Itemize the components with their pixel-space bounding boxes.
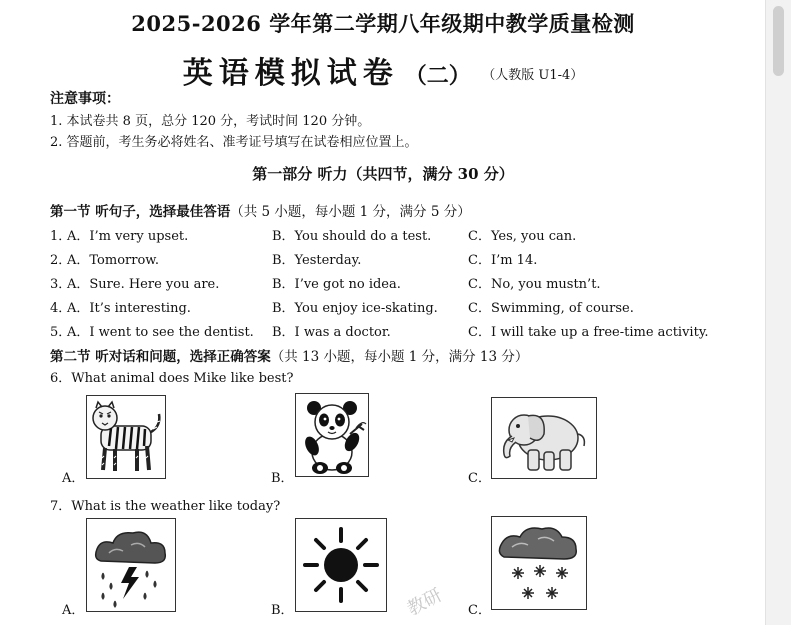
option-a: A．It’s interesting. — [67, 301, 191, 316]
q7-label-a: A． — [62, 603, 85, 618]
section2-title: 第二节 听对话和问题，选择正确答案 — [50, 349, 271, 365]
section2-heading — [50, 345, 528, 365]
question-number: 3． — [50, 277, 72, 292]
elephant-icon — [491, 397, 597, 479]
option-b: B．I’ve got no idea. — [272, 277, 401, 292]
scrollbar-thumb[interactable] — [773, 6, 784, 76]
question-number: 4． — [50, 301, 72, 316]
q7-label-b: B． — [271, 603, 294, 618]
question-row-3 — [50, 273, 750, 293]
option-c: C．I’m 14. — [468, 253, 538, 268]
question-7-text: 7．What is the weather like today? — [50, 499, 281, 514]
section1-title: 第一节 听句子，选择最佳答语 — [50, 204, 231, 220]
question-row-4 — [50, 297, 750, 317]
snow-icon — [491, 516, 587, 610]
option-a: A．I’m very upset. — [67, 229, 189, 244]
question-row-1 — [50, 225, 750, 245]
option-b: B．You enjoy ice-skating. — [272, 301, 438, 316]
option-a: A．Sure. Here you are. — [67, 277, 220, 292]
option-c: C．Swimming, of course. — [468, 301, 634, 316]
sun-icon — [295, 518, 387, 612]
question-number: 1． — [50, 229, 72, 244]
paper-title: 英语模拟试卷 — [182, 56, 399, 91]
paper-title-row — [0, 48, 766, 92]
question-row-5 — [50, 321, 750, 341]
notes-heading: 注意事项： — [50, 91, 120, 107]
paper-edition: （人教版 U1-4） — [488, 68, 584, 83]
section2-rule: （共 13 小题，每小题 1 分，满分 13 分） — [270, 349, 529, 365]
option-c: C．Yes, you can. — [468, 229, 577, 244]
note-item-1: 1. 本试卷共 8 页，总分 120 分，考试时间 120 分钟。 — [50, 114, 371, 129]
option-b: B．You should do a test. — [272, 229, 432, 244]
section1-rule: （共 5 小题，每小题 1 分，满分 5 分） — [230, 204, 471, 220]
vertical-scrollbar[interactable] — [765, 0, 791, 625]
option-b: B．I was a doctor. — [272, 325, 391, 340]
part-heading: 第一部分 听力（共四节，满分 30 分） — [252, 165, 514, 183]
panda-icon — [295, 393, 369, 477]
watermark-text: 教研 — [403, 584, 446, 621]
question-6-text: 6．What animal does Mike like best? — [50, 371, 294, 386]
exam-title: 2025-2026 学年第二学期八年级期中教学质量检测 — [131, 11, 635, 36]
note-item-2: 2. 答题前，考生务必将姓名、准考证号填写在试卷相应位置上。 — [50, 135, 418, 150]
question-number: 5． — [50, 325, 72, 340]
q7-label-c: C． — [468, 603, 491, 618]
question-number: 2． — [50, 253, 72, 268]
option-c: C．No, you mustn’t. — [468, 277, 601, 292]
q6-label-c: C． — [468, 471, 491, 486]
q6-label-b: B． — [271, 471, 294, 486]
option-a: A．I went to see the dentist. — [67, 325, 254, 340]
question-row-2 — [50, 249, 750, 269]
option-c: C．I will take up a free-time activity. — [468, 325, 709, 340]
option-b: B．Yesterday. — [272, 253, 362, 268]
thunderstorm-icon — [86, 518, 176, 612]
section1-heading — [50, 200, 471, 220]
tiger-icon — [86, 395, 166, 479]
paper-number: （二） — [404, 63, 471, 89]
option-a: A．Tomorrow. — [67, 253, 160, 268]
q6-label-a: A． — [62, 471, 85, 486]
